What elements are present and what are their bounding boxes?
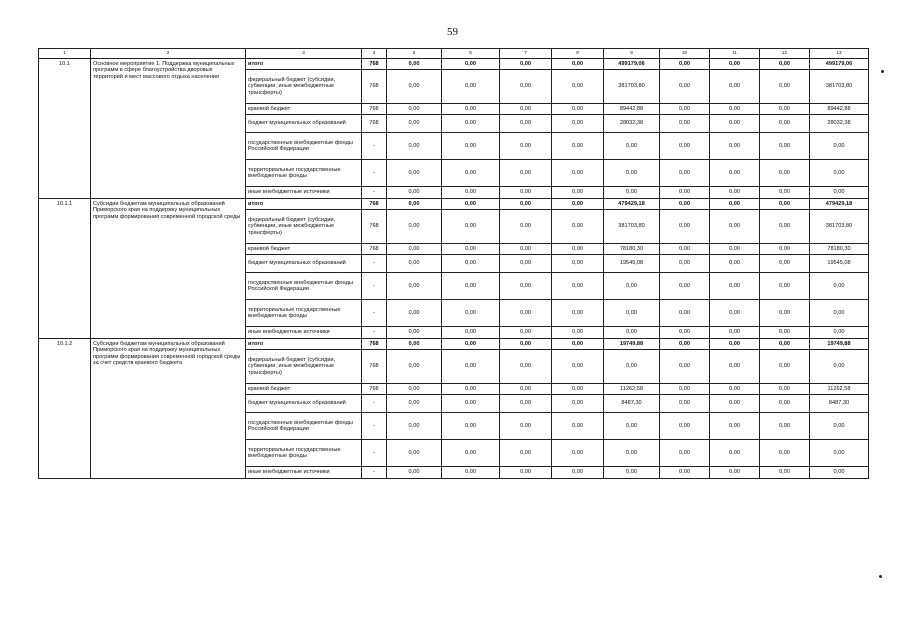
amount-cell: 0,00 xyxy=(500,350,552,384)
funding-source: иные внебюджетные источники xyxy=(246,467,362,479)
measure-code: 10.1.2 xyxy=(39,339,91,479)
amount-cell: 0,00 xyxy=(760,133,810,160)
amount-cell: 0,00 xyxy=(660,339,710,350)
amount-cell: 381703,80 xyxy=(810,70,869,104)
amount-cell: 0,00 xyxy=(660,104,710,115)
scan-mark xyxy=(881,70,884,73)
amount-cell: 0,00 xyxy=(552,160,604,187)
administrator-code: - xyxy=(362,395,387,413)
amount-cell: 0,00 xyxy=(604,467,660,479)
budget-table-body xyxy=(39,49,869,479)
funding-source: краевой бюджет xyxy=(246,244,362,255)
amount-cell: 381703,80 xyxy=(810,210,869,244)
amount-cell: 0,00 xyxy=(710,255,760,273)
amount-cell: 0,00 xyxy=(760,255,810,273)
column-number: 8 xyxy=(552,49,604,59)
funding-source: иные внебюджетные источники xyxy=(246,187,362,199)
budget-table xyxy=(38,48,869,479)
administrator-code: 768 xyxy=(362,104,387,115)
amount-cell: 0,00 xyxy=(387,327,442,339)
funding-source: территориальные государственные внебюджетные фонды xyxy=(246,440,362,467)
column-number: 4 xyxy=(362,49,387,59)
amount-cell: 0,00 xyxy=(810,187,869,199)
amount-cell: 0,00 xyxy=(810,160,869,187)
amount-cell: 0,00 xyxy=(660,115,710,133)
amount-cell: 0,00 xyxy=(710,104,760,115)
administrator-code: - xyxy=(362,327,387,339)
amount-cell: 0,00 xyxy=(810,440,869,467)
amount-cell: 0,00 xyxy=(500,255,552,273)
amount-cell: 0,00 xyxy=(710,133,760,160)
amount-cell: 0,00 xyxy=(552,187,604,199)
amount-cell: 0,00 xyxy=(660,59,710,70)
amount-cell: 0,00 xyxy=(442,70,500,104)
amount-cell: 0,00 xyxy=(552,210,604,244)
administrator-code: 768 xyxy=(362,244,387,255)
amount-cell: 0,00 xyxy=(660,350,710,384)
amount-cell: 0,00 xyxy=(760,339,810,350)
amount-cell: 0,00 xyxy=(552,384,604,395)
amount-cell: 0,00 xyxy=(760,199,810,210)
amount-cell: 0,00 xyxy=(660,395,710,413)
funding-source: государственные внебюджетные фонды Российской Федерации xyxy=(246,413,362,440)
amount-cell: 0,00 xyxy=(552,104,604,115)
amount-cell: 0,00 xyxy=(442,395,500,413)
column-number: 9 xyxy=(604,49,660,59)
amount-cell: 0,00 xyxy=(604,187,660,199)
amount-cell: 479429,18 xyxy=(604,199,660,210)
amount-cell: 0,00 xyxy=(552,339,604,350)
amount-cell: 0,00 xyxy=(442,160,500,187)
amount-cell: 0,00 xyxy=(500,413,552,440)
administrator-code: 768 xyxy=(362,59,387,70)
amount-cell: 0,00 xyxy=(760,244,810,255)
amount-cell: 0,00 xyxy=(552,350,604,384)
amount-cell: 11262,58 xyxy=(604,384,660,395)
funding-source: краевой бюджет xyxy=(246,384,362,395)
amount-cell: 0,00 xyxy=(660,133,710,160)
administrator-code: 768 xyxy=(362,339,387,350)
amount-cell: 0,00 xyxy=(604,160,660,187)
amount-cell: 0,00 xyxy=(552,59,604,70)
column-number: 7 xyxy=(500,49,552,59)
funding-source: итого xyxy=(246,339,362,350)
amount-cell: 0,00 xyxy=(552,244,604,255)
amount-cell: 0,00 xyxy=(387,244,442,255)
administrator-code: 768 xyxy=(362,210,387,244)
amount-cell: 0,00 xyxy=(810,273,869,300)
funding-source: государственные внебюджетные фонды Российской Федерации xyxy=(246,273,362,300)
amount-cell: 28032,38 xyxy=(604,115,660,133)
amount-cell: 0,00 xyxy=(500,395,552,413)
amount-cell: 0,00 xyxy=(810,350,869,384)
amount-cell: 0,00 xyxy=(760,59,810,70)
amount-cell: 19749,88 xyxy=(810,339,869,350)
amount-cell: 0,00 xyxy=(442,300,500,327)
amount-cell: 19545,08 xyxy=(810,255,869,273)
amount-cell: 499179,06 xyxy=(810,59,869,70)
administrator-code: - xyxy=(362,187,387,199)
amount-cell: 0,00 xyxy=(442,339,500,350)
measure-title: Основное мероприятие 1. Поддержка муниципальных программ в сфере благоустройства дворовых территорий и мест массового отдыха населения xyxy=(91,59,246,199)
amount-cell: 0,00 xyxy=(710,199,760,210)
column-number: 5 xyxy=(387,49,442,59)
amount-cell: 0,00 xyxy=(387,70,442,104)
amount-cell: 0,00 xyxy=(710,115,760,133)
amount-cell: 0,00 xyxy=(442,467,500,479)
amount-cell: 19749,88 xyxy=(604,339,660,350)
funding-source: бюджет муниципальных образований xyxy=(246,395,362,413)
amount-cell: 0,00 xyxy=(710,440,760,467)
amount-cell: 0,00 xyxy=(660,440,710,467)
amount-cell: 0,00 xyxy=(552,467,604,479)
amount-cell: 89442,88 xyxy=(604,104,660,115)
amount-cell: 381703,80 xyxy=(604,70,660,104)
amount-cell: 0,00 xyxy=(660,199,710,210)
measure-title: Субсидии бюджетам муниципальных образований Приморского края на поддержку муниципальных программ формирования современной городской среды за счет средств краевого бюджета xyxy=(91,339,246,479)
funding-source: федеральный бюджет (субсидии, субвенции, иные межбюджетные трансферты) xyxy=(246,70,362,104)
amount-cell: 0,00 xyxy=(710,273,760,300)
amount-cell: 0,00 xyxy=(442,273,500,300)
amount-cell: 0,00 xyxy=(442,115,500,133)
amount-cell: 0,00 xyxy=(552,413,604,440)
amount-cell: 0,00 xyxy=(710,467,760,479)
amount-cell: 0,00 xyxy=(442,327,500,339)
amount-cell: 0,00 xyxy=(442,104,500,115)
column-number: 12 xyxy=(760,49,810,59)
amount-cell: 0,00 xyxy=(552,273,604,300)
amount-cell: 0,00 xyxy=(760,300,810,327)
amount-cell: 0,00 xyxy=(442,440,500,467)
amount-cell: 0,00 xyxy=(500,384,552,395)
amount-cell: 0,00 xyxy=(500,327,552,339)
table-row xyxy=(39,59,869,70)
amount-cell: 0,00 xyxy=(710,350,760,384)
administrator-code: - xyxy=(362,413,387,440)
amount-cell: 0,00 xyxy=(387,59,442,70)
amount-cell: 0,00 xyxy=(810,300,869,327)
amount-cell: 0,00 xyxy=(760,413,810,440)
amount-cell: 0,00 xyxy=(660,70,710,104)
amount-cell: 0,00 xyxy=(760,160,810,187)
amount-cell: 0,00 xyxy=(604,300,660,327)
amount-cell: 28032,38 xyxy=(810,115,869,133)
administrator-code: - xyxy=(362,255,387,273)
amount-cell: 0,00 xyxy=(387,199,442,210)
column-number: 13 xyxy=(810,49,869,59)
amount-cell: 0,00 xyxy=(552,133,604,160)
amount-cell: 0,00 xyxy=(660,255,710,273)
amount-cell: 0,00 xyxy=(760,70,810,104)
amount-cell: 0,00 xyxy=(710,210,760,244)
amount-cell: 0,00 xyxy=(500,115,552,133)
amount-cell: 0,00 xyxy=(387,440,442,467)
amount-cell: 0,00 xyxy=(660,300,710,327)
scan-mark xyxy=(879,575,882,578)
amount-cell: 0,00 xyxy=(710,339,760,350)
amount-cell: 0,00 xyxy=(552,70,604,104)
amount-cell: 0,00 xyxy=(604,413,660,440)
administrator-code: 768 xyxy=(362,384,387,395)
amount-cell: 0,00 xyxy=(810,133,869,160)
amount-cell: 0,00 xyxy=(442,255,500,273)
amount-cell: 0,00 xyxy=(660,160,710,187)
table-row xyxy=(39,339,869,350)
funding-source: краевой бюджет xyxy=(246,104,362,115)
administrator-code: - xyxy=(362,160,387,187)
amount-cell: 479429,18 xyxy=(810,199,869,210)
amount-cell: 8487,30 xyxy=(604,395,660,413)
amount-cell: 0,00 xyxy=(660,467,710,479)
amount-cell: 0,00 xyxy=(387,115,442,133)
page-number: 59 xyxy=(447,26,458,38)
amount-cell: 78180,30 xyxy=(604,244,660,255)
amount-cell: 499179,06 xyxy=(604,59,660,70)
amount-cell: 0,00 xyxy=(500,467,552,479)
amount-cell: 0,00 xyxy=(500,104,552,115)
amount-cell: 0,00 xyxy=(552,300,604,327)
funding-source: территориальные государственные внебюджетные фонды xyxy=(246,160,362,187)
amount-cell: 0,00 xyxy=(710,327,760,339)
column-number: 11 xyxy=(710,49,760,59)
amount-cell: 0,00 xyxy=(604,273,660,300)
amount-cell: 0,00 xyxy=(760,187,810,199)
funding-source: итого xyxy=(246,199,362,210)
amount-cell: 0,00 xyxy=(760,384,810,395)
funding-source: итого xyxy=(246,59,362,70)
amount-cell: 8487,30 xyxy=(810,395,869,413)
amount-cell: 0,00 xyxy=(710,384,760,395)
amount-cell: 0,00 xyxy=(387,413,442,440)
amount-cell: 0,00 xyxy=(710,160,760,187)
amount-cell: 19545,08 xyxy=(604,255,660,273)
measure-code: 10.1.1 xyxy=(39,199,91,339)
amount-cell: 0,00 xyxy=(387,395,442,413)
amount-cell: 0,00 xyxy=(760,210,810,244)
column-number-row xyxy=(39,49,869,59)
amount-cell: 0,00 xyxy=(500,59,552,70)
amount-cell: 0,00 xyxy=(387,300,442,327)
amount-cell: 0,00 xyxy=(760,467,810,479)
administrator-code: 768 xyxy=(362,350,387,384)
amount-cell: 0,00 xyxy=(442,350,500,384)
amount-cell: 0,00 xyxy=(710,59,760,70)
amount-cell: 0,00 xyxy=(760,104,810,115)
amount-cell: 0,00 xyxy=(442,199,500,210)
amount-cell: 0,00 xyxy=(710,413,760,440)
column-number: 1 xyxy=(39,49,91,59)
amount-cell: 0,00 xyxy=(710,70,760,104)
column-number: 2 xyxy=(91,49,246,59)
funding-source: федеральный бюджет (субсидии, субвенции, иные межбюджетные трансферты) xyxy=(246,350,362,384)
amount-cell: 0,00 xyxy=(500,199,552,210)
amount-cell: 0,00 xyxy=(387,255,442,273)
amount-cell: 0,00 xyxy=(660,273,710,300)
amount-cell: 0,00 xyxy=(760,115,810,133)
funding-source: бюджет муниципальных образований xyxy=(246,255,362,273)
amount-cell: 0,00 xyxy=(760,327,810,339)
administrator-code: 768 xyxy=(362,70,387,104)
amount-cell: 0,00 xyxy=(604,440,660,467)
administrator-code: - xyxy=(362,133,387,160)
amount-cell: 0,00 xyxy=(710,300,760,327)
amount-cell: 0,00 xyxy=(604,133,660,160)
amount-cell: 0,00 xyxy=(760,350,810,384)
amount-cell: 0,00 xyxy=(442,244,500,255)
amount-cell: 0,00 xyxy=(552,199,604,210)
amount-cell: 0,00 xyxy=(387,160,442,187)
amount-cell: 0,00 xyxy=(810,467,869,479)
amount-cell: 0,00 xyxy=(552,255,604,273)
amount-cell: 0,00 xyxy=(660,384,710,395)
amount-cell: 89442,88 xyxy=(810,104,869,115)
funding-source: бюджет муниципальных образований xyxy=(246,115,362,133)
table-row xyxy=(39,199,869,210)
amount-cell: 0,00 xyxy=(500,339,552,350)
amount-cell: 78180,30 xyxy=(810,244,869,255)
column-number: 10 xyxy=(660,49,710,59)
funding-source: государственные внебюджетные фонды Российской Федерации xyxy=(246,133,362,160)
administrator-code: - xyxy=(362,300,387,327)
amount-cell: 0,00 xyxy=(660,187,710,199)
amount-cell: 0,00 xyxy=(604,327,660,339)
amount-cell: 0,00 xyxy=(500,273,552,300)
amount-cell: 0,00 xyxy=(552,327,604,339)
column-number: 6 xyxy=(442,49,500,59)
funding-source: федеральный бюджет (субсидии, субвенции, иные межбюджетные трансферты) xyxy=(246,210,362,244)
amount-cell: 0,00 xyxy=(660,210,710,244)
amount-cell: 0,00 xyxy=(387,339,442,350)
amount-cell: 0,00 xyxy=(760,273,810,300)
administrator-code: - xyxy=(362,467,387,479)
amount-cell: 0,00 xyxy=(710,187,760,199)
amount-cell: 0,00 xyxy=(442,413,500,440)
measure-code: 10.1 xyxy=(39,59,91,199)
amount-cell: 0,00 xyxy=(710,395,760,413)
amount-cell: 0,00 xyxy=(660,413,710,440)
amount-cell: 11262,58 xyxy=(810,384,869,395)
amount-cell: 0,00 xyxy=(760,395,810,413)
amount-cell: 0,00 xyxy=(387,273,442,300)
amount-cell: 0,00 xyxy=(604,350,660,384)
amount-cell: 0,00 xyxy=(387,467,442,479)
amount-cell: 0,00 xyxy=(442,133,500,160)
amount-cell: 0,00 xyxy=(387,210,442,244)
amount-cell: 0,00 xyxy=(442,384,500,395)
amount-cell: 0,00 xyxy=(500,440,552,467)
amount-cell: 0,00 xyxy=(660,327,710,339)
amount-cell: 0,00 xyxy=(810,327,869,339)
amount-cell: 0,00 xyxy=(387,133,442,160)
amount-cell: 0,00 xyxy=(500,133,552,160)
column-number: 3 xyxy=(246,49,362,59)
amount-cell: 0,00 xyxy=(500,300,552,327)
amount-cell: 0,00 xyxy=(442,210,500,244)
amount-cell: 381703,80 xyxy=(604,210,660,244)
amount-cell: 0,00 xyxy=(500,160,552,187)
administrator-code: - xyxy=(362,273,387,300)
amount-cell: 0,00 xyxy=(710,244,760,255)
amount-cell: 0,00 xyxy=(500,244,552,255)
amount-cell: 0,00 xyxy=(387,384,442,395)
amount-cell: 0,00 xyxy=(387,350,442,384)
amount-cell: 0,00 xyxy=(500,210,552,244)
amount-cell: 0,00 xyxy=(552,115,604,133)
administrator-code: 768 xyxy=(362,115,387,133)
administrator-code: 768 xyxy=(362,199,387,210)
administrator-code: - xyxy=(362,440,387,467)
amount-cell: 0,00 xyxy=(760,440,810,467)
amount-cell: 0,00 xyxy=(442,187,500,199)
amount-cell: 0,00 xyxy=(387,104,442,115)
amount-cell: 0,00 xyxy=(660,244,710,255)
measure-title: Субсидии бюджетам муниципальных образований Приморского края на поддержку муниципальных программ формирования современной городской среды xyxy=(91,199,246,339)
funding-source: территориальные государственные внебюджетные фонды xyxy=(246,300,362,327)
amount-cell: 0,00 xyxy=(552,395,604,413)
amount-cell: 0,00 xyxy=(500,70,552,104)
amount-cell: 0,00 xyxy=(442,59,500,70)
amount-cell: 0,00 xyxy=(810,413,869,440)
amount-cell: 0,00 xyxy=(500,187,552,199)
funding-source: иные внебюджетные источники xyxy=(246,327,362,339)
amount-cell: 0,00 xyxy=(387,187,442,199)
amount-cell: 0,00 xyxy=(552,440,604,467)
